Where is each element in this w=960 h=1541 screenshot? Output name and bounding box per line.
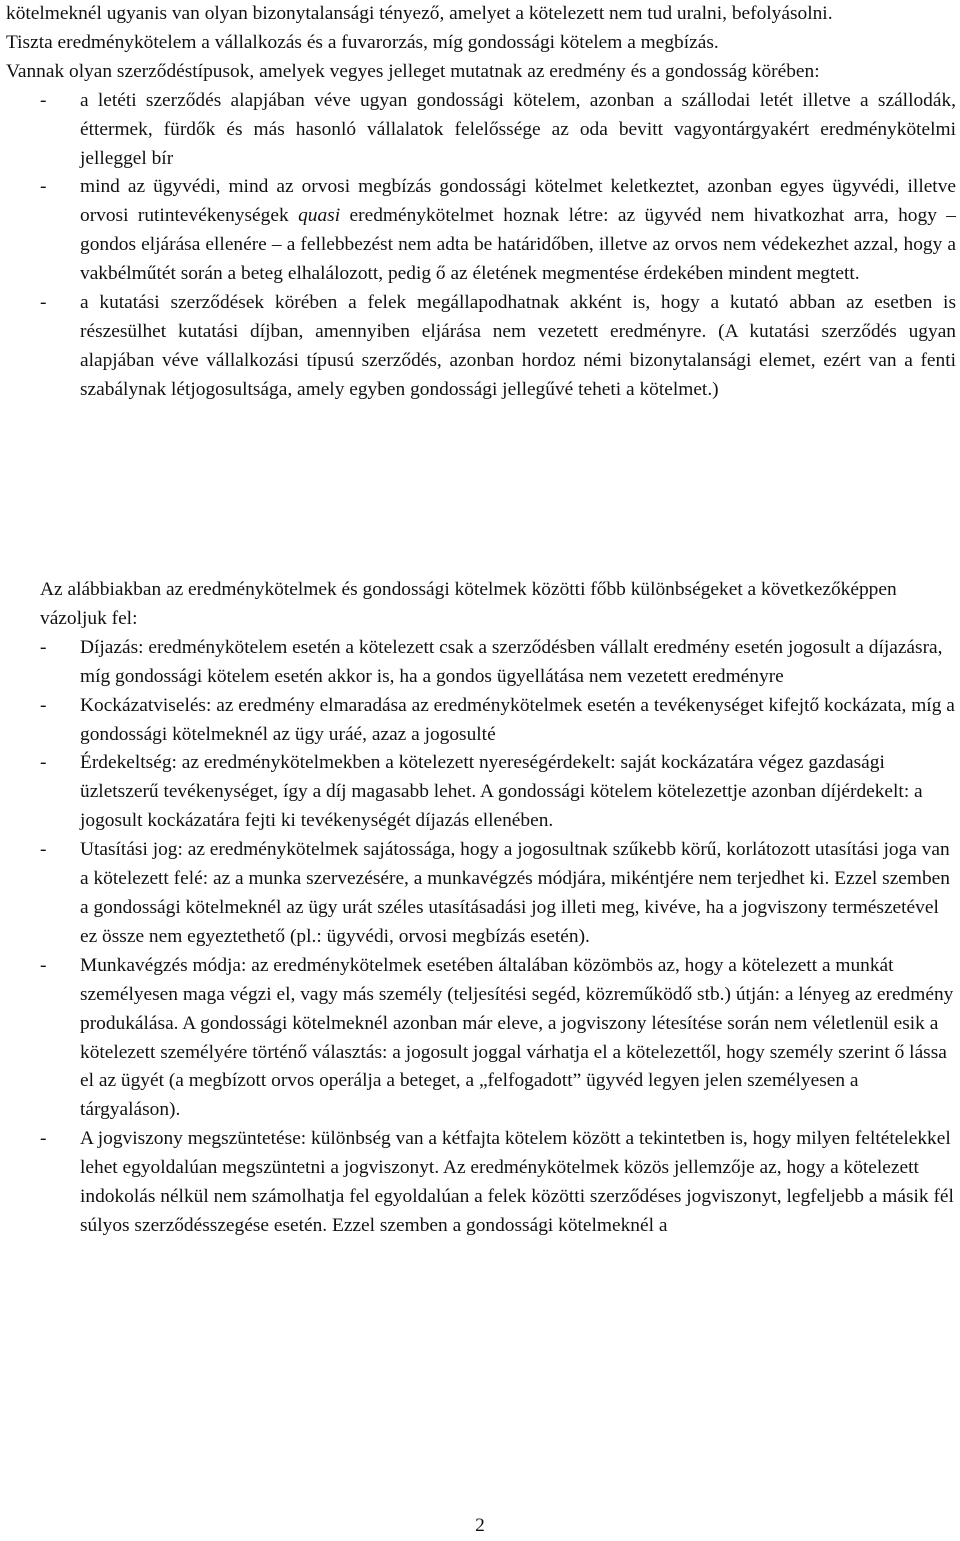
list-dash: - <box>40 292 47 314</box>
list-dash: - <box>40 1128 47 1150</box>
list-item-instruction-right <box>40 836 956 952</box>
list-item-interest <box>40 749 956 836</box>
differences-section <box>40 576 956 1241</box>
list-dash: - <box>40 839 47 861</box>
list-item-text: A jogviszony megszüntetése: különbség van a kétfajta kötelem között a tekintetben is, hogy milyen feltételekkel lehet egyoldalúan megszüntetni a jogviszonyt. Az eredménykötelmek közös jellemzője az, hogy a kötelezett indokolás nélkül nem számolhatja fel egyoldalúan a felek közötti szerződéses jogviszonyt, legfeljebb a másik fél súlyos szerződésszegése esetén. Ezzel szemben a gondossági kötelmeknél a <box>80 1128 954 1236</box>
paragraph-pure-obligations: Tiszta eredménykötelem a vállalkozás és a fuvarorzás, míg gondossági kötelem a megbízás. <box>6 31 719 53</box>
differences-intro: Az alábbiakban az eredménykötelmek és gondossági kötelmek közötti főbb különbségeket a következőképpen vázoljuk fel: <box>40 579 897 629</box>
list-item-risk <box>40 692 956 750</box>
continuation-block <box>6 0 956 405</box>
list-dash: - <box>40 694 47 716</box>
list-item-text: a letéti szerződés alapjában véve ugyan gondossági kötelem, azonban a szállodai letét illetve a szállodák, éttermek, fürdők és más hasonló vállalatok felelőssége az oda bevitt vagyontárgyakért eredménykötelmi jelleggel bír <box>80 89 956 169</box>
list-item-termination <box>40 1125 956 1241</box>
list-item-remuneration <box>40 634 956 692</box>
list-item-text: Érdekeltség: az eredménykötelmekben a kötelezett nyereségérdekelt: saját kockázatára végez gazdasági üzletszerű tevékenységet, így a díj magasabb lehet. A gondossági kötelem kötelezettje azonban díjérdekelt: a jogosult kockázatára fejti ki tevékenységét díjazás ellenében. <box>80 752 923 832</box>
list-item-text: Díjazás: eredménykötelem esetén a kötelezett csak a szerződésben vállalt eredmény esetén jogosult a díjazásra, míg gondossági kötelem esetén akkor is, ha a gondos ügyellátása nem vezetett eredményre <box>80 636 943 687</box>
list-item-text: Utasítási jog: az eredménykötelmek sajátossága, hogy a jogosultnak szűkebb körű, korlátozott utasítási joga van a kötelezett felé: az a munka szervezésére, a munkavégzés módjára, mikéntjére nem terjedhet ki. Ezzel szemben a gondossági kötelmeknél az ügy urát széles utasításadási jog illeti meg, kivéve, ha a jogviszony természetével ez össze nem egyeztethető (pl.: ügyvédi, orvosi megbízás esetén). <box>80 839 950 947</box>
list-item-text: mind az ügyvédi, mind az orvosi megbízás gondossági kötelmet keletkeztet, azonban egyes ügyvédi, illetve orvosi rutintevékenységek <box>80 176 956 227</box>
list-item-work-method <box>40 952 956 1125</box>
list-dash: - <box>40 752 47 774</box>
list-item-text: Munkavégzés módja: az eredménykötelmek esetében általában közömbös az, hogy a kötelezett a munkát személyesen maga végzi el, vagy más személy (teljesítési segéd, közreműködő stb.) útján: a lényeg az eredmény produkálása. A gondossági kötelmeknél azonban már eleve, a jogviszony létesítése során nem véletlenül esik a kötelezett személyére történő választás: a jogosult joggal várhatja el a kötelezettől, hogy személy szerint ő lássa el az ügyét (a megbízott orvos operálja a beteget, a „felfogadott” ügyvéd legyen jelen személyesen a tárgyaláson). <box>80 954 954 1121</box>
list-item-text: Kockázatviselés: az eredmény elmaradása az eredménykötelmek esetén a tevékenységet kifejtő kockázata, míg a gondossági kötelmeknél az ügy uráé, azaz a jogosulté <box>80 694 955 745</box>
list-item-lawyer-doctor <box>6 173 956 289</box>
list-dash: - <box>40 89 47 111</box>
list-item-research <box>6 289 956 405</box>
quasi-emphasis: quasi <box>298 205 341 227</box>
list-dash: - <box>40 636 47 658</box>
list-dash: - <box>40 176 47 198</box>
list-item-text: eredménykötelmet hoznak létre: az ügyvéd nem hivatkozhat arra, hogy – gondos eljárása ellenére – a fellebbezést nem adta be határidőben, illetve az orvos nem védekezhet azzal, hogy a vakbélműtét során a beteg elhalálozott, pedig ő az életének megmentése érdekében mindent megtett. <box>80 205 956 285</box>
paragraph-mixed-contracts: Vannak olyan szerződéstípusok, amelyek vegyes jelleget mutatnak az eredmény és a gondosság körében: <box>6 60 820 82</box>
paragraph-continuation: kötelmeknél ugyanis van olyan bizonytalansági tényező, amelyet a kötelezett nem tud uralni, befolyásolni. <box>6 3 833 24</box>
list-item-text: a kutatási szerződések körében a felek megállapodhatnak akként is, hogy a kutató abban az esetben is részesülhet kutatási díjban, amennyiben eljárása nem vezetett eredményre. (A kutatási szerződés ugyan alapjában véve vállalkozási típusú szerződés, azonban hordoz némi bizonytalansági elemet, ezért van a fenti szabálynak létjogosultsága, amely egyben gondossági jellegűvé teheti a kötelmet.) <box>80 292 956 400</box>
list-dash: - <box>40 954 47 976</box>
list-item-deposit <box>6 87 956 174</box>
page-number: 2 <box>475 1515 485 1536</box>
